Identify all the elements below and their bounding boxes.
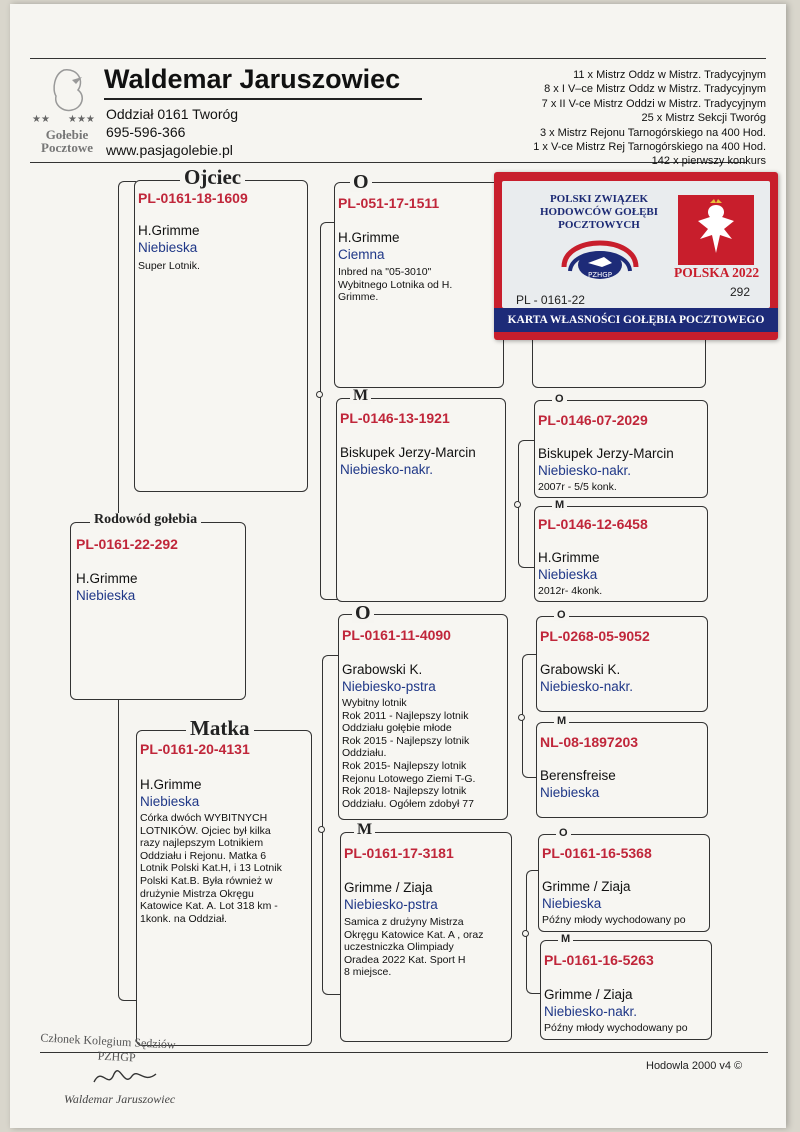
website-link[interactable]: www.pasjagolebie.pl bbox=[106, 142, 233, 158]
gp-ff-ring: PL-051-17-1511 bbox=[338, 195, 440, 211]
connector-node bbox=[316, 391, 323, 398]
gp-mf-breed: Grabowski K. bbox=[342, 662, 423, 677]
gp-mf-notes: Wybitny lotnik Rok 2011 - Najlepszy lotnik Oddziału gołębie młode Rok 2015 - Najlepszy lotnik Oddziału. Rok 2015- Najlepszy lotnik Rejonu Lotowego Ziemi T-G. Rok 2018- Najlepszy lotnik Oddziału. Ogółem zdobył 77 bbox=[342, 697, 476, 810]
gp-mm-notes: Samica z drużyny Mistrza Okręgu Katowice Kat. A , oraz uczestniczka Olimpiady Oradea 2022 Kat. Sport H 8 miejsce. bbox=[344, 916, 484, 979]
signature-name: Waldemar Jaruszowiec bbox=[64, 1092, 176, 1106]
ggp-fmf-breed: Biskupek Jerzy-Marcin bbox=[538, 446, 674, 461]
title-line: 142 x pierwszy konkurs bbox=[651, 155, 766, 168]
sticker-bar: KARTA WŁASNOŚCI GOŁĘBIA POCZTOWEGO bbox=[494, 308, 778, 332]
father-ring: PL-0161-18-1609 bbox=[138, 190, 248, 206]
ggp-mmf-notes: Późny młody wychodowany po bbox=[542, 914, 686, 926]
gp-mm-color: Niebiesko-pstra bbox=[344, 897, 438, 912]
connector-node bbox=[522, 930, 529, 937]
gp-fm-ring: PL-0146-13-1921 bbox=[340, 410, 450, 426]
ggp-mmm-ring: PL-0161-16-5263 bbox=[544, 952, 654, 968]
ggp-mfm-breed: Berensfreise bbox=[540, 768, 616, 783]
ggp-fmm-color: Niebieska bbox=[538, 567, 598, 582]
sticker-ring: PL - 0161-22 bbox=[516, 293, 585, 307]
header-top-rule bbox=[30, 58, 766, 59]
gp-mf-color: Niebiesko-pstra bbox=[342, 679, 436, 694]
ggp-fmm-notes: 2012r- 4konk. bbox=[538, 585, 603, 597]
svg-text:PZHGP: PZHGP bbox=[588, 271, 612, 279]
pigeon-ring: PL-0161-22-292 bbox=[76, 536, 178, 552]
gp-fm-color: Niebiesko-nakr. bbox=[340, 462, 434, 477]
gp-ff-color: Ciemna bbox=[338, 247, 385, 262]
sex-mark: O bbox=[352, 603, 374, 623]
ggp-mff-ring: PL-0268-05-9052 bbox=[540, 628, 650, 644]
father-label: Ojciec bbox=[180, 167, 245, 188]
sex-mark: M bbox=[558, 934, 573, 945]
name-underline bbox=[104, 98, 422, 100]
gp-fm-breed: Biskupek Jerzy-Marcin bbox=[340, 445, 476, 460]
ggp-mmf-color: Niebieska bbox=[542, 896, 602, 911]
sticker-number: 292 bbox=[730, 285, 751, 299]
phone: 695-596-366 bbox=[106, 124, 186, 140]
ggp-mmm-color: Niebiesko-nakr. bbox=[544, 1004, 638, 1019]
branch: Oddział 0161 Tworóg bbox=[106, 106, 239, 122]
connector-node bbox=[518, 714, 525, 721]
ggp-fmm-ring: PL-0146-12-6458 bbox=[538, 516, 648, 532]
father-color: Niebieska bbox=[138, 240, 198, 255]
mother-color: Niebieska bbox=[140, 794, 200, 809]
mother-breed: H.Grimme bbox=[140, 777, 202, 792]
sex-mark: M bbox=[354, 822, 375, 838]
sticker-country-year: POLSKA 2022 bbox=[674, 265, 760, 280]
sticker-panel bbox=[502, 181, 770, 308]
gp-ff-breed: H.Grimme bbox=[338, 230, 400, 245]
ggp-mmf-breed: Grimme / Ziaja bbox=[542, 879, 631, 894]
breeder-name: Waldemar Jaruszowiec bbox=[104, 64, 401, 94]
stamp-org: PZHGP bbox=[97, 1048, 136, 1065]
gp-ff-notes: Inbred na "05-3010" Wybitnego Lotnika od H. Grimme. bbox=[338, 266, 453, 304]
ownership-card-sticker bbox=[494, 172, 778, 340]
sex-mark: O bbox=[350, 172, 372, 192]
title-line: 1 x V-ce Mistrz Rej Tarnogórskiego na 400 Hod. bbox=[533, 141, 766, 154]
logo-text: Gołebie Pocztowe bbox=[41, 127, 93, 155]
title-line: 25 x Mistrz Sekcji Tworóg bbox=[641, 112, 766, 125]
gp-mm-breed: Grimme / Ziaja bbox=[344, 880, 433, 895]
ggp-fmm-breed: H.Grimme bbox=[538, 550, 600, 565]
title-line: 11 x Mistrz Oddz w Mistrz. Tradycyjnym bbox=[573, 69, 766, 81]
sex-mark: O bbox=[554, 610, 569, 621]
coat-of-arms-icon bbox=[678, 195, 754, 265]
title-line: 8 x I V–ce Mistrz Oddz w Mistrz. Tradycyjnym bbox=[544, 83, 766, 96]
signature-scribble-icon bbox=[90, 1062, 160, 1092]
stamp-college: Członek Kolegium Sędziów bbox=[40, 1030, 177, 1052]
gp-mf-ring: PL-0161-11-4090 bbox=[342, 627, 451, 643]
mother-label: Matka bbox=[186, 718, 254, 739]
ggp-fmf-ring: PL-0146-07-2029 bbox=[538, 412, 648, 428]
title-line: 7 x II V-ce Mistrz Oddzi w Mistrz. Tradycyjnym bbox=[541, 97, 766, 110]
connector-node bbox=[514, 501, 521, 508]
ggp-mmm-breed: Grimme / Ziaja bbox=[544, 987, 633, 1002]
sex-mark: O bbox=[552, 394, 567, 405]
svg-text:★★★: ★★★ bbox=[68, 114, 95, 125]
ggp-mfm-ring: NL-08-1897203 bbox=[540, 734, 639, 750]
sex-mark: O bbox=[556, 828, 571, 839]
connector-node bbox=[318, 826, 325, 833]
ggp-fmf-notes: 2007r - 5/5 konk. bbox=[538, 481, 617, 493]
pigeon-breed: H.Grimme bbox=[76, 571, 138, 586]
mother-notes: Córka dwóch WYBITNYCH LOTNIKÓW. Ojciec był kilka razy najlepszym Lotnikiem Oddziału i Rejonu. Matka 6 Lotnik Polski Kat.H, i 13 Lotnik Polski Kat.B. Była również w drużynie Mistrza Okręgu Katowice Kat. A. Lot 318 km - 1konk. na Oddział. bbox=[140, 812, 282, 925]
pzhgp-logo-icon bbox=[558, 223, 642, 285]
gp-mm-ring: PL-0161-17-3181 bbox=[344, 845, 454, 861]
software-credit: Hodowla 2000 v4 © bbox=[646, 1060, 743, 1072]
ggp-mff-breed: Grabowski K. bbox=[540, 662, 621, 677]
sex-mark: M bbox=[350, 388, 371, 404]
svg-text:★★: ★★ bbox=[32, 114, 50, 125]
father-notes: Super Lotnik. bbox=[138, 260, 200, 272]
grandmother-paternal-box bbox=[336, 398, 506, 602]
pigeon-color: Niebieska bbox=[76, 588, 136, 603]
sticker-title: POLSKI ZWIĄZEK HODOWCÓW GOŁĘBI POCZTOWYCH bbox=[539, 193, 659, 231]
sex-mark: M bbox=[552, 500, 567, 511]
ggp-mmm-notes: Późny młody wychodowany po bbox=[544, 1022, 688, 1034]
mother-ring: PL-0161-20-4131 bbox=[140, 741, 250, 757]
ggp-mfm-color: Niebieska bbox=[540, 785, 600, 800]
title-line: 3 x Mistrz Rejonu Tarnogórskiego na 400 Hod. bbox=[539, 126, 766, 139]
sex-mark: M bbox=[554, 716, 569, 727]
father-breed: H.Grimme bbox=[138, 223, 200, 238]
ggp-fmf-color: Niebiesko-nakr. bbox=[538, 463, 632, 478]
ggp-mmf-ring: PL-0161-16-5368 bbox=[542, 845, 652, 861]
breeder-titles bbox=[533, 68, 766, 169]
ggp-mff-color: Niebiesko-nakr. bbox=[540, 679, 634, 694]
pigeon-label: Rodowód gołebia bbox=[90, 513, 201, 527]
